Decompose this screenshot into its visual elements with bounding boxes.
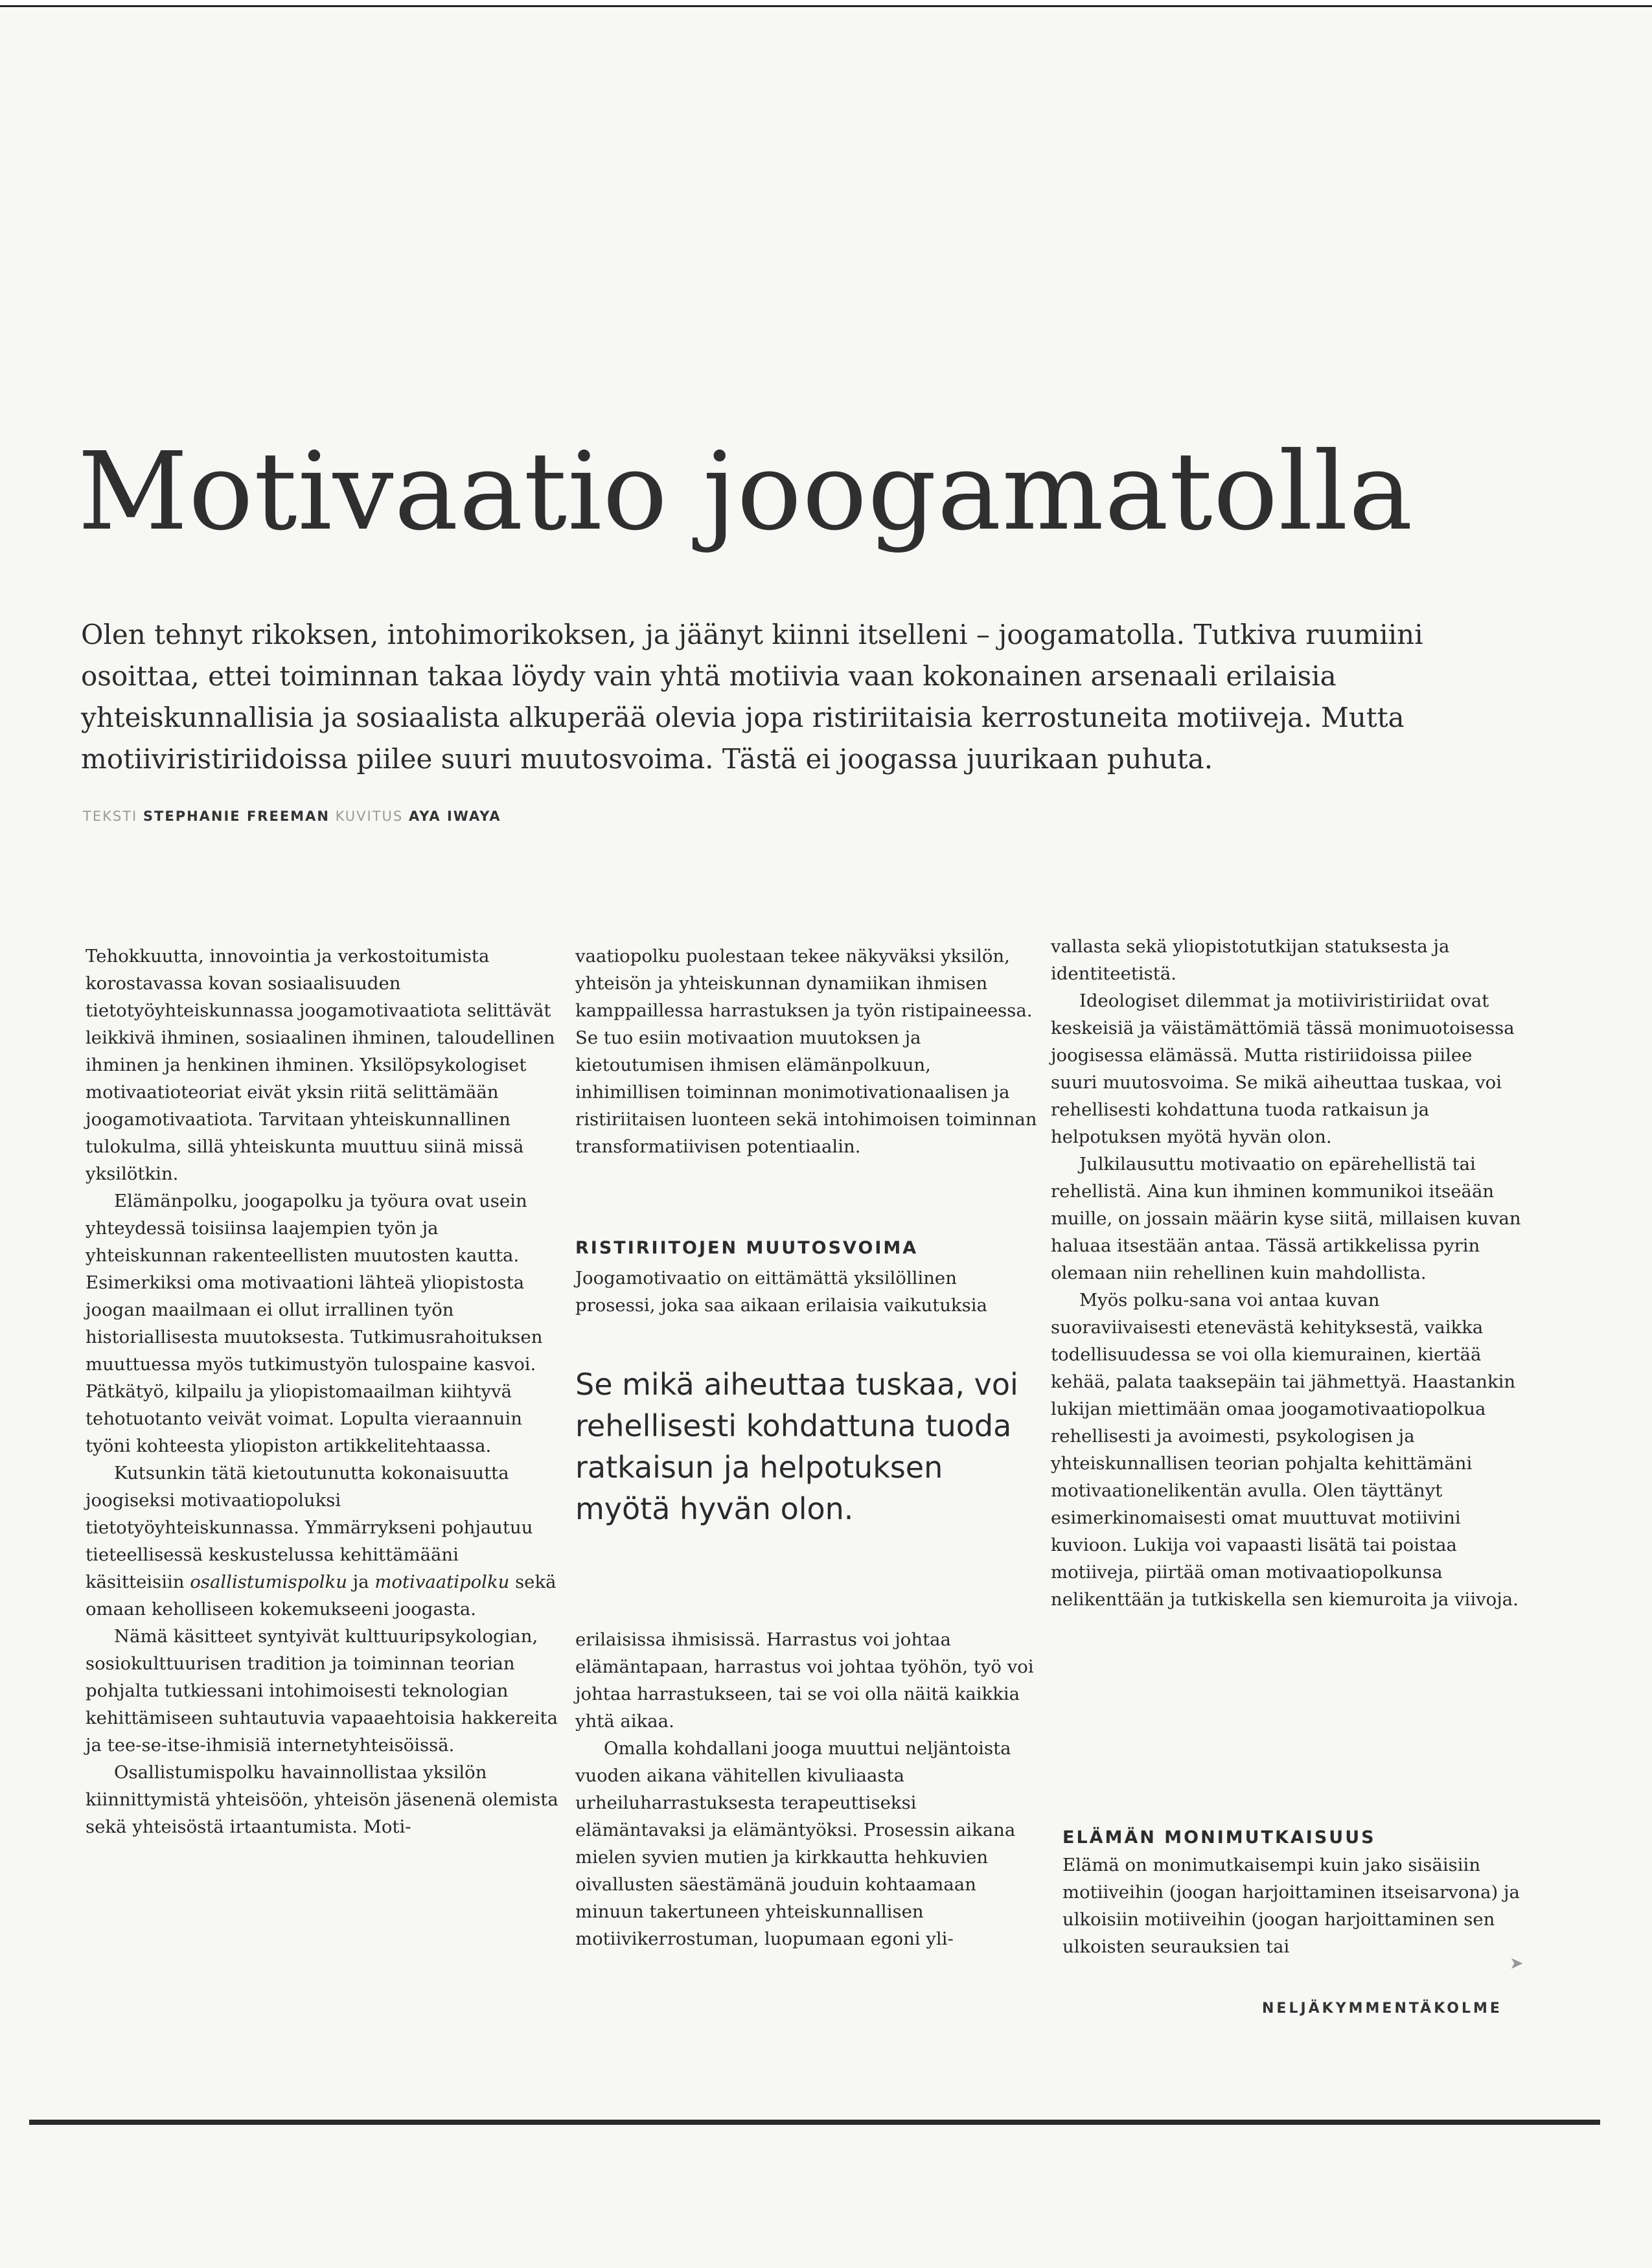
text-run: sekä omaan keholliseen kokemukseeni joogasta. <box>86 1572 556 1620</box>
column-3-section <box>1062 1851 1529 1960</box>
article-title: Motivaatio joogamatolla <box>78 430 1414 555</box>
paragraph: Nämä käsitteet syntyivät kulttuuripsykologian, sosiokulttuurisen tradition ja toiminnan teorian pohjalta tutkiessani intohimoisesti teknologian kehittämiseen suhtautuvia vapaaehtoisia hakkereita ja tee-se-itse-ihmisiä internetyhteisöissä. <box>86 1626 558 1756</box>
paragraph: Omalla kohdallani jooga muuttui neljäntoista vuoden aikana vähitellen kivuliaasta urheiluharrastuksesta terapeuttiseksi elämäntavaksi ja elämäntyöksi. Prosessin aikana mielen syvien mutien ja kirkkautta hehkuvien oivallusten säestämänä jouduin kohtaamaan minuun takertuneen yhteiskunnallisen motiivikerrostuman, luopumaan egoni yli- <box>575 1738 1016 1949</box>
paragraph: Joogamotivaatio on eittämättä yksilöllinen prosessi, joka saa aikaan erilaisia vaikutuksia <box>575 1268 987 1316</box>
page-folio: NELJÄKYMMENTÄKOLME <box>1262 2000 1502 2017</box>
top-rule <box>0 0 1652 7</box>
subheading-ristiriitojen: RISTIRIITOJEN MUUTOSVOIMA <box>575 1238 919 1258</box>
column-3 <box>1051 933 1524 1613</box>
bottom-rule <box>29 2120 1600 2125</box>
text-run: Kutsunkin tätä kietoutunutta kokonaisuutta joogiseksi motivaatiopoluksi tietotyöyhteiskunnassa. Ymmärrykseni pohjautuu tieteellisessä keskustelussa kehittämääni käsitteisiin <box>86 1463 533 1592</box>
paragraph: vallasta sekä yliopistotutkijan statuksesta ja identiteetistä. <box>1051 936 1450 984</box>
column-2-section <box>575 1265 1038 1319</box>
paragraph <box>86 1460 558 1623</box>
byline <box>83 808 501 824</box>
byline-author: STEPHANIE FREEMAN <box>143 808 330 824</box>
term-osallistumispolku: osallistumispolku <box>190 1572 347 1592</box>
subheading-elaman: ELÄMÄN MONIMUTKAISUUS <box>1062 1827 1376 1848</box>
column-2-top <box>575 943 1038 1160</box>
paragraph: Tehokkuutta, innovointia ja verkostoitumista korostavassa kovan sosiaalisuuden tietotyöyhteiskunnassa joogamotivaatiota selittävät leikkivä ihminen, sosiaalinen ihminen, taloudellinen ihminen ja henkinen ihminen. Yksilöpsykologiset motivaatioteoriat eivät yksin riitä selittämään joogamotivaatiota. Tarvitaan yhteiskunnallinen tulokulma, sillä yhteiskunta muuttuu siinä missä yksilötkin. <box>86 946 555 1184</box>
byline-illustration-label: KUVITUS <box>335 808 404 824</box>
text-run: ja <box>347 1572 375 1592</box>
article-lead: Olen tehnyt rikoksen, intohimorikoksen, ja jäänyt kiinni itselleni – joogamatolla. Tutkiva ruumiini osoittaa, ettei toiminnan takaa löydy vain yhtä motiivia vaan kokonainen arsenaali erilaisia yhteiskunnallisia ja sosiaalista alkuperää olevia jopa ristiriitaisia kerrostuneita motiiveja. Mutta motiiviristiriidoissa piilee suuri muutosvoima. Tästä ei joogassa juurikaan puhuta. <box>81 619 1423 775</box>
continue-arrow-icon: ➤ <box>1509 1954 1524 1973</box>
paragraph: Osallistumispolku havainnollistaa yksilön kiinnittymistä yhteisöön, yhteisön jäsenenä olemista sekä yhteisöstä irtaantumista. Moti- <box>86 1762 558 1837</box>
pull-quote: Se mikä aiheuttaa tuskaa, voi rehellisesti kohdattuna tuoda ratkaisun ja helpotuksen myötä hyvän olon. <box>575 1367 1018 1526</box>
byline-text-label: TEKSTI <box>83 808 138 824</box>
column-2-bottom <box>575 1626 1038 1953</box>
term-motivaatipolku: motivaatipolku <box>374 1572 510 1592</box>
paragraph: erilaisissa ihmisissä. Harrastus voi johtaa elämäntapaan, harrastus voi johtaa työhön, työ voi johtaa harrastukseen, tai se voi olla näitä kaikkia yhtä aikaa. <box>575 1629 1034 1732</box>
paragraph: Julkilausuttu motivaatio on epärehellistä tai rehellistä. Aina kun ihminen kommunikoi itseään muille, on jossain määrin kyse siitä, millaisen kuvan haluaa itsestään antaa. Tässä artikkelissa pyrin olemaan niin rehellinen kuin mahdollista. <box>1051 1154 1521 1283</box>
paragraph: Elämä on monimutkaisempi kuin jako sisäisiin motiiveihin (joogan harjoittaminen itseisarvona) ja ulkoisiin motiiveihin (joogan harjoittaminen sen ulkoisten seurauksien tai <box>1062 1855 1520 1957</box>
byline-illustrator: AYA IWAYA <box>408 808 501 824</box>
paragraph: Ideologiset dilemmat ja motiiviristiriidat ovat keskeisiä ja väistämättömiä tässä monimuotoisessa joogisessa elämässä. Mutta ristiriidoissa piilee suuri muutosvoima. Se mikä aiheuttaa tuskaa, voi rehellisesti kohdattuna tuoda ratkaisun ja helpotuksen myötä hyvän olon. <box>1051 991 1515 1147</box>
paragraph: Elämänpolku, joogapolku ja työura ovat usein yhteydessä toisiinsa laajempien työn ja yhteiskunnan rakenteellisten muutosten kautta. Esimerkiksi oma motivaationi lähteä yliopistosta joogan maailmaan ei ollut irrallinen työn historiallisesta muutoksesta. Tutkimusrahoituksen muuttuessa myös tutkimustyön tulospaine kasvoi. Pätkätyö, kilpailu ja yliopistomaailman kiihtyvä tehotuotanto veivät voimat. Lopulta vieraannuin työni kohteesta yliopiston artikkelitehtaassa. <box>86 1191 543 1456</box>
column-1 <box>86 943 558 1840</box>
paragraph: vaatiopolku puolestaan tekee näkyväksi yksilön, yhteisön ja yhteiskunnan dynamiikan ihmisen kamppaillessa harrastuksen ja työn ristipaineessa. Se tuo esiin motivaation muutoksen ja kietoutumisen ihmisen elämänpolkuun, inhimillisen toiminnan monimotivationaalisen ja ristiriitaisen luonteen sekä intohimoisen toiminnan transformatiivisen potentiaalin. <box>575 946 1037 1157</box>
paragraph: Myös polku-sana voi antaa kuvan suoraviivaisesti etenevästä kehityksestä, vaikka todellisuudessa se voi olla kiemurainen, kiertää kehää, palata taaksepäin tai jähmettyä. Haastankin lukijan miettimään omaa joogamotivaatiopolkua rehellisesti ja avoimesti, psykologisen ja yhteiskunnallisen teorian pohjalta kehittämäni motivaationelikentän avulla. Olen täyttänyt esimerkinomaisesti omat muuttuvat motiivini kuvioon. Lukija voi vapaasti lisätä tai poistaa motiiveja, piirtää oman motivaatiopolkunsa nelikenttään ja tutkiskella sen kiemuroita ja viivoja. <box>1051 1290 1519 1610</box>
